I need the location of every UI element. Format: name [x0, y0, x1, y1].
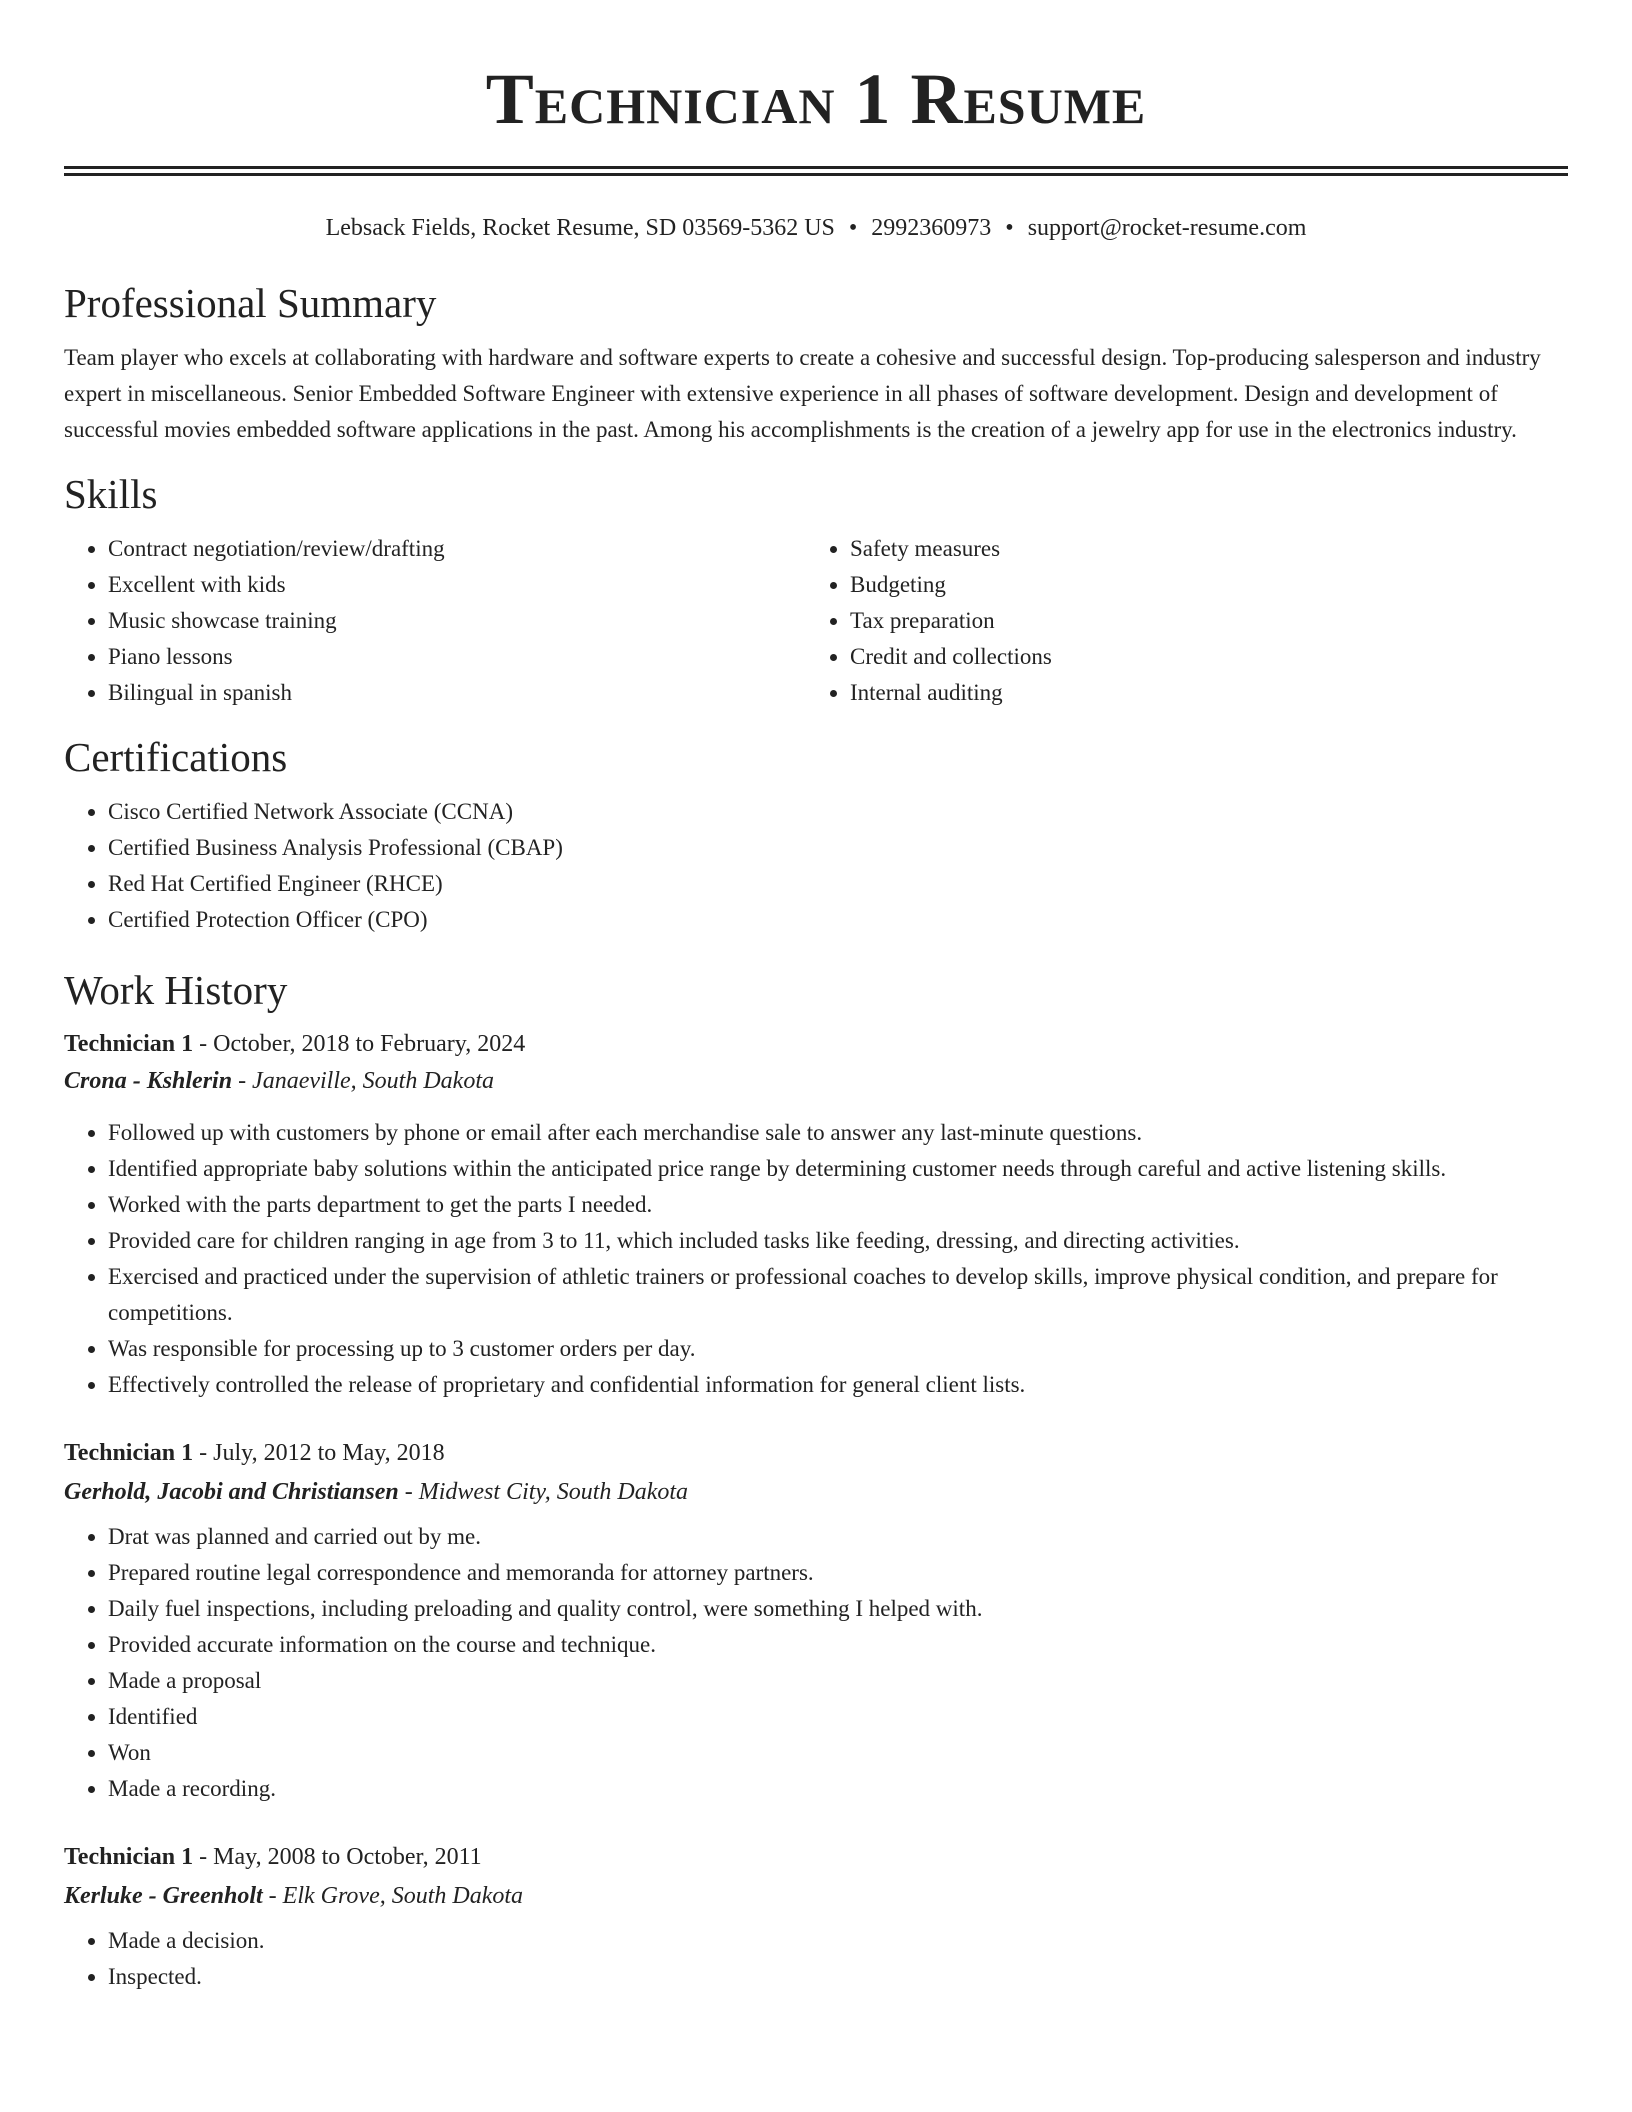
job-bullet: • Made a decision.	[108, 1923, 1568, 1959]
skills-list-right	[806, 531, 1548, 711]
skill-item: • Tax preparation	[850, 603, 1548, 639]
job-title-line	[64, 1026, 1568, 1062]
job-bullet: • Worked with the parts department to get the parts I needed.	[108, 1187, 1568, 1223]
job-company: Gerhold, Jacobi and Christiansen	[64, 1479, 399, 1505]
job-title: Technician 1	[64, 1440, 194, 1466]
job-location: - Midwest City, South Dakota	[398, 1479, 689, 1505]
job-bullet: • Drat was planned and carried out by me.	[108, 1519, 1568, 1555]
skills-grid	[64, 531, 1568, 711]
job-company: Crona - Kshlerin	[64, 1068, 233, 1094]
job-entry	[64, 1435, 1568, 1807]
resume-title: Technician 1 Resume	[485, 59, 1147, 139]
summary-heading: Professional Summary	[64, 280, 437, 326]
certification-item: • Certified Business Analysis Professional (CBAP)	[108, 830, 1568, 866]
certification-item: • Certified Protection Officer (CPO)	[108, 902, 1568, 938]
job-bullet: • Provided care for children ranging in age from 3 to 11, which included tasks like feeding, dressing, and directing activities.	[108, 1223, 1568, 1259]
job-title: Technician 1	[64, 1844, 194, 1870]
summary-text: Team player who excels at collaborating with hardware and software experts to create a cohesive and successful design. Top-producing salesperson and industry expert in miscellaneous. Senior Embedded Software Engineer with extensive experience in all phases of software development. Design and development of successful movies embedded software applications in the past. Among his accomplishments is the creation of a jewelry app for use in the electronics industry.	[64, 345, 1541, 442]
skill-item: • Piano lessons	[108, 639, 806, 675]
job-bullets	[64, 1923, 1568, 1995]
job-bullet: • Made a recording.	[108, 1771, 1568, 1807]
job-bullets	[64, 1115, 1568, 1403]
job-entry	[64, 1839, 1568, 1995]
job-bullet: • Identified	[108, 1699, 1568, 1735]
job-title-line	[64, 1839, 1568, 1875]
job-bullet: • Identified appropriate baby solutions within the anticipated price range by determining customer needs through careful and active listening skills.	[108, 1151, 1568, 1187]
contact-phone: 2992360973	[871, 215, 992, 241]
contact-line	[64, 211, 1568, 245]
job-dates: - October, 2018 to February, 2024	[193, 1031, 526, 1057]
skill-item: • Safety measures	[850, 531, 1548, 567]
contact-separator: •	[848, 215, 858, 241]
job-dates: - July, 2012 to May, 2018	[193, 1440, 445, 1466]
skill-item: • Internal auditing	[850, 675, 1548, 711]
title-double-rule	[64, 166, 1568, 176]
skill-item: • Budgeting	[850, 567, 1548, 603]
certification-item: • Red Hat Certified Engineer (RHCE)	[108, 866, 1568, 902]
job-bullet: • Prepared routine legal correspondence and memoranda for attorney partners.	[108, 1555, 1568, 1591]
job-bullets	[64, 1519, 1568, 1807]
job-company: Kerluke - Greenholt	[64, 1883, 263, 1909]
certifications-list	[64, 794, 1568, 938]
work-history-heading: Work History	[64, 967, 288, 1013]
skill-item: • Music showcase training	[108, 603, 806, 639]
job-company-line	[64, 1062, 1568, 1100]
skill-item: • Bilingual in spanish	[108, 675, 806, 711]
job-bullet: • Effectively controlled the release of proprietary and confidential information for general client lists.	[108, 1367, 1568, 1403]
job-title-line	[64, 1435, 1568, 1471]
job-title: Technician 1	[64, 1031, 194, 1057]
job-bullet: • Won	[108, 1735, 1568, 1771]
skills-heading: Skills	[64, 471, 158, 517]
job-bullet: • Daily fuel inspections, including preloading and quality control, were something I helped with.	[108, 1591, 1568, 1627]
skills-list-left	[64, 531, 806, 711]
certification-item: • Cisco Certified Network Associate (CCNA)	[108, 794, 1568, 830]
contact-address: Lebsack Fields, Rocket Resume, SD 03569-5362 US	[325, 215, 835, 241]
job-bullet: • Was responsible for processing up to 3 customer orders per day.	[108, 1331, 1568, 1367]
skill-item: • Excellent with kids	[108, 567, 806, 603]
job-bullet: • Exercised and practiced under the supervision of athletic trainers or professional coaches to develop skills, improve physical condition, and prepare for competitions.	[108, 1259, 1568, 1331]
job-location: - Elk Grove, South Dakota	[262, 1883, 524, 1909]
job-entry	[64, 1026, 1568, 1403]
job-dates: - May, 2008 to October, 2011	[193, 1844, 482, 1870]
job-bullet: • Followed up with customers by phone or email after each merchandise sale to answer any last-minute questions.	[108, 1115, 1568, 1151]
skill-item: • Credit and collections	[850, 639, 1548, 675]
contact-email: support@rocket-resume.com	[1027, 215, 1307, 241]
job-bullet: • Made a proposal	[108, 1663, 1568, 1699]
skill-item: • Contract negotiation/review/drafting	[108, 531, 806, 567]
contact-separator: •	[1005, 215, 1014, 241]
job-company-line	[64, 1877, 1568, 1915]
job-company-line	[64, 1473, 1568, 1511]
job-bullet: • Inspected.	[108, 1959, 1568, 1995]
certifications-heading: Certifications	[64, 734, 288, 780]
job-bullet: • Provided accurate information on the course and technique.	[108, 1627, 1568, 1663]
job-location: - Janaeville, South Dakota	[232, 1068, 494, 1094]
